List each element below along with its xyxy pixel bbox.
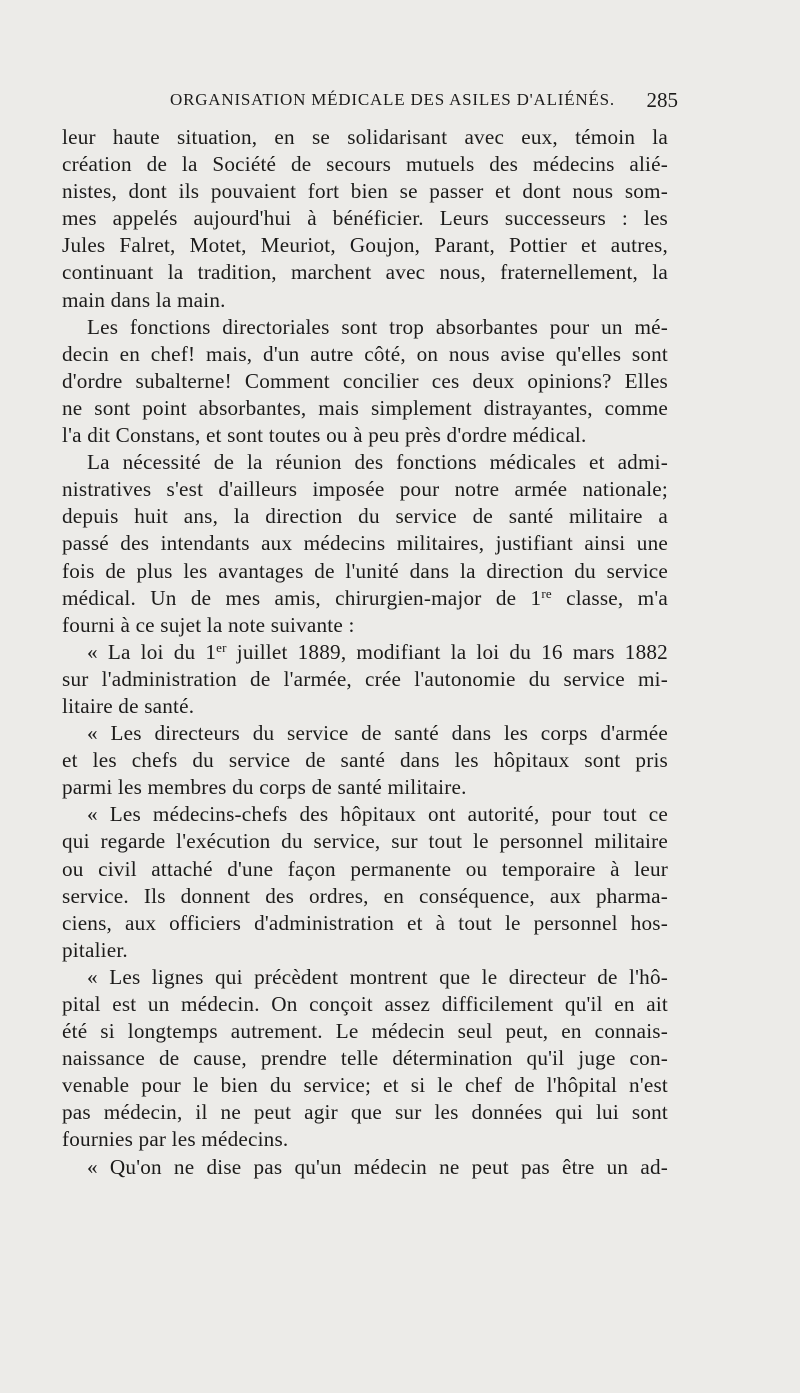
text-line-content: pas médecin, il ne peut agir que sur les données qui lui sont bbox=[62, 1100, 668, 1125]
text-line bbox=[62, 774, 668, 801]
text-line bbox=[62, 666, 668, 693]
text-line bbox=[62, 937, 668, 964]
page-header bbox=[62, 88, 682, 116]
text-line bbox=[62, 530, 668, 557]
text-line bbox=[62, 910, 668, 937]
text-line bbox=[62, 856, 668, 883]
text-line bbox=[62, 585, 668, 612]
text-line-content: pitalier. bbox=[62, 937, 128, 962]
text-line bbox=[62, 964, 668, 991]
text-line-content: naissance de cause, prendre telle détermination qu'il juge con- bbox=[62, 1046, 668, 1071]
text-line bbox=[62, 287, 668, 314]
text-line-content: depuis huit ans, la direction du service de santé militaire a bbox=[62, 504, 668, 529]
running-title: ORGANISATION MÉDICALE DES ASILES D'ALIÉNÉS. bbox=[170, 90, 615, 109]
text-line-content: ciens, aux officiers d'administration et à tout le personnel hos- bbox=[62, 910, 668, 935]
text-line-content: mes appelés aujourd'hui à bénéficier. Leurs successeurs : les bbox=[62, 206, 668, 231]
text-line-continuation: juillet 1889, modifiant la loi du 16 mars 1882 bbox=[226, 639, 668, 664]
text-line-content: Les fonctions directoriales sont trop absorbantes pour un mé- bbox=[87, 314, 668, 339]
text-line bbox=[62, 1072, 668, 1099]
ordinal-superscript: re bbox=[541, 585, 552, 601]
text-line bbox=[62, 205, 668, 232]
text-line-content: continuant la tradition, marchent avec nous, fraternellement, la bbox=[62, 260, 668, 285]
text-line bbox=[62, 693, 668, 720]
text-line-content: parmi les membres du corps de santé militaire. bbox=[62, 775, 467, 800]
text-line bbox=[62, 1045, 668, 1072]
text-line-content: d'ordre subalterne! Comment concilier ces deux opinions? Elles bbox=[62, 368, 668, 393]
text-line bbox=[62, 368, 668, 395]
text-line-content: litaire de santé. bbox=[62, 693, 195, 718]
text-line-content: « La loi du 1 bbox=[87, 639, 217, 664]
text-line bbox=[62, 124, 668, 151]
text-line-content: main dans la main. bbox=[62, 287, 226, 312]
text-line bbox=[62, 801, 668, 828]
text-line bbox=[62, 883, 668, 910]
text-line-content: création de la Société de secours mutuels des médecins alié- bbox=[62, 152, 668, 177]
text-line bbox=[62, 395, 668, 422]
text-line bbox=[62, 259, 668, 286]
text-line bbox=[62, 747, 668, 774]
text-line-content: et les chefs du service de santé dans les hôpitaux sont pris bbox=[62, 748, 668, 773]
ordinal-superscript: er bbox=[216, 639, 227, 655]
text-line-content: été si longtemps autrement. Le médecin seul peut, en connais- bbox=[62, 1019, 668, 1044]
text-line bbox=[62, 1018, 668, 1045]
text-line bbox=[62, 449, 668, 476]
text-line bbox=[62, 314, 668, 341]
text-line-content: nistratives s'est d'ailleurs imposée pour notre armée nationale; bbox=[62, 477, 668, 502]
text-line-content: « Les directeurs du service de santé dans les corps d'armée bbox=[87, 721, 668, 746]
text-line-content: venable pour le bien du service; et si le chef de l'hôpital n'est bbox=[62, 1073, 668, 1098]
text-line-content: leur haute situation, en se solidarisant avec eux, témoin la bbox=[62, 125, 668, 149]
text-line-content: passé des intendants aux médecins militaires, justifiant ainsi une bbox=[62, 531, 668, 556]
text-line bbox=[62, 1126, 668, 1153]
text-line bbox=[62, 476, 668, 503]
text-line-content: qui regarde l'exécution du service, sur tout le personnel militaire bbox=[62, 829, 668, 854]
page-number: 285 bbox=[646, 88, 678, 112]
text-line-content: « Qu'on ne dise pas qu'un médecin ne peut pas être un ad- bbox=[87, 1154, 668, 1179]
text-line bbox=[62, 178, 668, 205]
text-line-content: « Les médecins-chefs des hôpitaux ont autorité, pour tout ce bbox=[87, 802, 668, 827]
text-line bbox=[62, 558, 668, 585]
text-line-content: sur l'administration de l'armée, crée l'autonomie du service mi- bbox=[62, 666, 668, 691]
text-line-content: pital est un médecin. On conçoit assez difficilement qu'il en ait bbox=[62, 992, 668, 1016]
text-line-content: fois de plus les avantages de l'unité dans la direction du service bbox=[62, 558, 668, 583]
text-line-content: decin en chef! mais, d'un autre côté, on nous avise qu'elles sont bbox=[62, 341, 668, 366]
text-line bbox=[62, 720, 668, 747]
text-line bbox=[62, 639, 668, 666]
text-line-content: ne sont point absorbantes, mais simplement distrayantes, comme bbox=[62, 395, 668, 420]
text-line-content: nistes, dont ils pouvaient fort bien se passer et dont nous som- bbox=[62, 179, 668, 204]
text-line-continuation: classe, m'a bbox=[551, 585, 668, 610]
text-line-content: fourni à ce sujet la note suivante : bbox=[62, 612, 355, 637]
text-line bbox=[62, 612, 668, 639]
text-line-content: service. Ils donnent des ordres, en conséquence, aux pharma- bbox=[62, 883, 668, 908]
text-line-content: fournies par les médecins. bbox=[62, 1127, 289, 1152]
body-text bbox=[62, 124, 668, 1181]
text-line-content: l'a dit Constans, et sont toutes ou à peu près d'ordre médical. bbox=[62, 423, 587, 448]
text-line bbox=[62, 422, 668, 449]
text-line bbox=[62, 341, 668, 368]
text-line-content: Jules Falret, Motet, Meuriot, Goujon, Parant, Pottier et autres, bbox=[62, 233, 668, 258]
text-line bbox=[62, 503, 668, 530]
text-line bbox=[62, 232, 668, 259]
text-line-content: La nécessité de la réunion des fonctions médicales et admi- bbox=[87, 450, 668, 475]
text-line-content: « Les lignes qui précèdent montrent que le directeur de l'hô- bbox=[87, 964, 668, 989]
text-line bbox=[62, 828, 668, 855]
text-line bbox=[62, 151, 668, 178]
text-line-content: ou civil attaché d'une façon permanente ou temporaire à leur bbox=[62, 856, 668, 881]
text-line bbox=[62, 1099, 668, 1126]
text-line-content: médical. Un de mes amis, chirurgien-major de 1 bbox=[62, 585, 542, 610]
text-line bbox=[62, 1154, 668, 1181]
text-line bbox=[62, 991, 668, 1018]
